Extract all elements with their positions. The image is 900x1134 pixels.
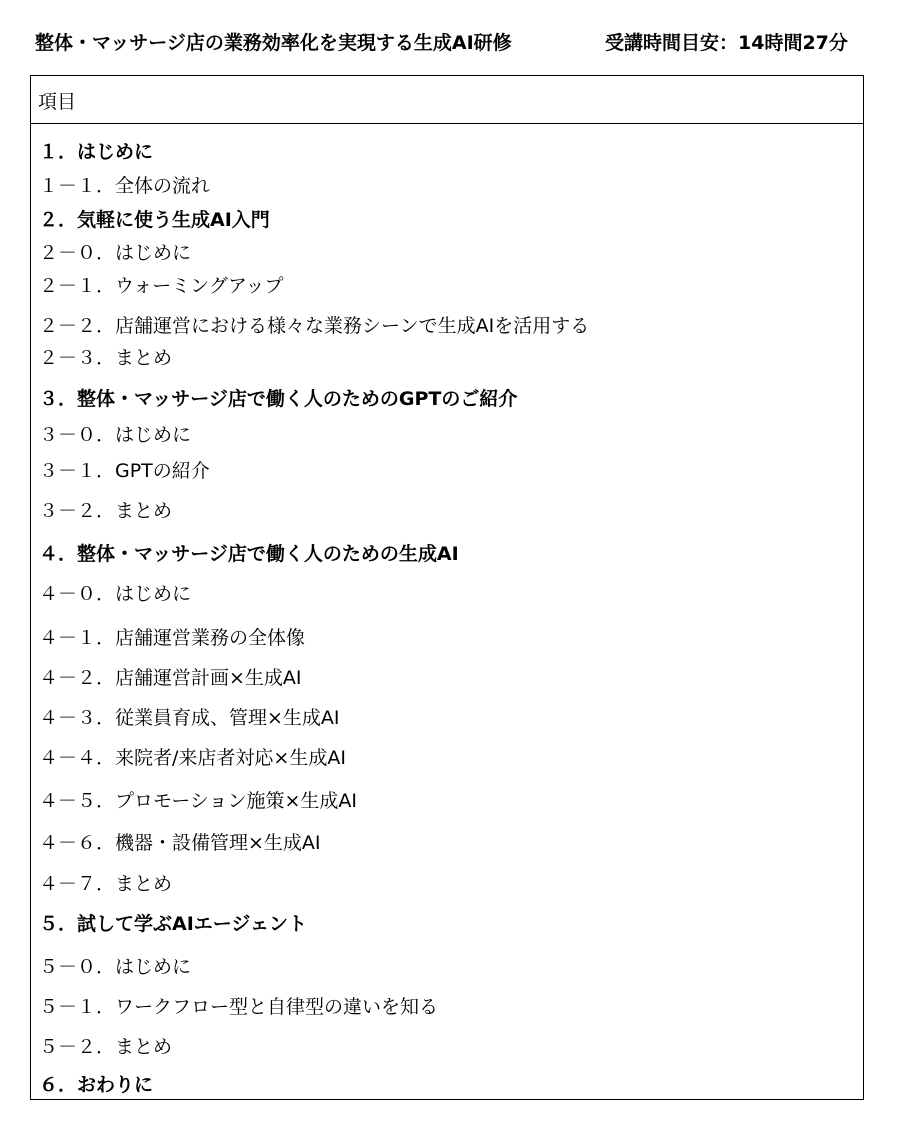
list-item: ４－２．店舗運営計画×生成AI	[39, 667, 302, 689]
list-item: １－１．全体の流れ	[39, 175, 211, 197]
list-item: ４－１．店舗運営業務の全体像	[39, 627, 306, 649]
list-item: ５－２．まとめ	[39, 1036, 173, 1058]
course-duration: 受講時間目安：14時間27分	[605, 32, 848, 54]
list-item: ２－２．店舗運営における様々な業務シーンで生成AIを活用する	[39, 315, 590, 337]
page-title: 整体・マッサージ店の業務効率化を実現する生成AI研修	[35, 32, 512, 54]
list-item: ４－５．プロモーション施策×生成AI	[39, 790, 358, 812]
section-heading: ４．整体・マッサージ店で働く人のための生成AI	[39, 543, 459, 565]
list-item: ５－０．はじめに	[39, 956, 192, 978]
section-heading: ５．試して学ぶAIエージェント	[39, 913, 308, 935]
list-item: ２－１．ウォーミングアップ	[39, 275, 284, 297]
section-heading: １．はじめに	[39, 141, 154, 163]
contents-table	[30, 75, 864, 1100]
table-column-header: 項目	[38, 91, 77, 113]
list-item: ４－４．来院者/来店者対応×生成AI	[39, 747, 346, 769]
list-item: ４－６．機器・設備管理×生成AI	[39, 832, 321, 854]
list-item: ２－０．はじめに	[39, 242, 192, 264]
list-item: ４－０．はじめに	[39, 583, 192, 605]
section-heading: ２．気軽に使う生成AI入門	[39, 209, 270, 231]
list-item: ２－３．まとめ	[39, 347, 173, 369]
list-item: ３－１．GPTの紹介	[39, 460, 210, 482]
list-item: ４－７．まとめ	[39, 873, 173, 895]
section-heading: ３．整体・マッサージ店で働く人のためのGPTのご紹介	[39, 388, 518, 410]
list-item: ５－１．ワークフロー型と自律型の違いを知る	[39, 996, 439, 1018]
table-header-row	[31, 76, 863, 124]
list-item: ４－３．従業員育成、管理×生成AI	[39, 707, 340, 729]
section-heading: ６．おわりに	[39, 1074, 154, 1096]
list-item: ３－０．はじめに	[39, 424, 192, 446]
list-item: ３－２．まとめ	[39, 500, 173, 522]
